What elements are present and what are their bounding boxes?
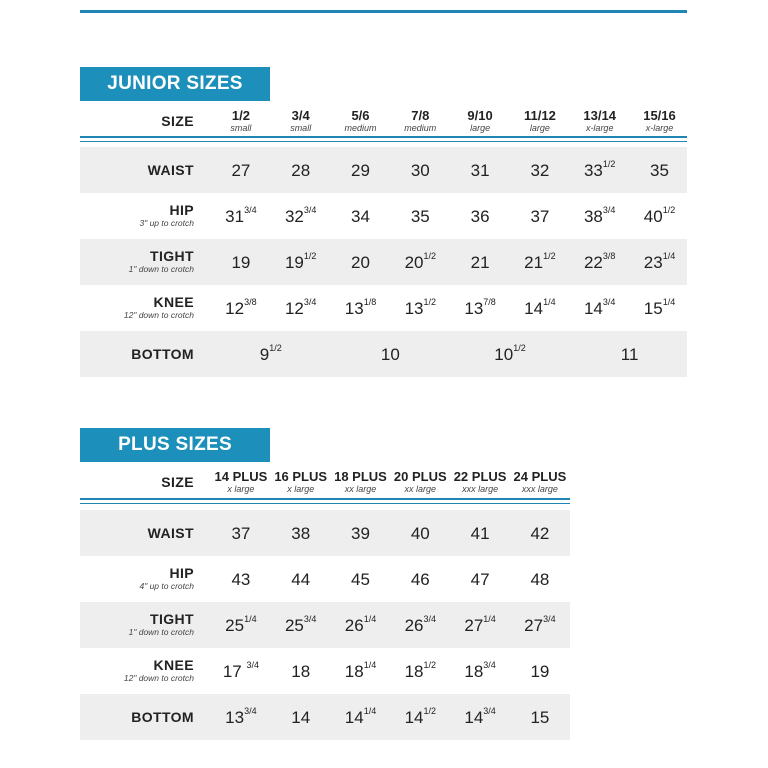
junior-cell-knee-6: $14^{1/4}$ (524, 297, 556, 318)
plus-row-label-knee: KNEE 12" down to crotch (123, 657, 194, 683)
plus-size-col-1: 14 PLUS x large (214, 469, 268, 494)
plus-cell-tight-4: $26^{3/4}$ (404, 614, 436, 635)
plus-header-rule (80, 498, 570, 500)
junior-cell-tight-3: 20 (351, 253, 370, 272)
plus-size-label: SIZE (161, 474, 194, 490)
plus-size-col-6: 24 PLUS xxx large (513, 469, 567, 494)
junior-cell-knee-8: $15^{1/4}$ (643, 297, 676, 318)
junior-cell-bottom-4: 11 (620, 345, 639, 364)
junior-cell-tight-8: $23^{1/4}$ (643, 251, 676, 272)
junior-cell-tight-5: 21 (470, 253, 490, 272)
plus-cell-knee-2: 18 (291, 662, 311, 681)
plus-cell-bottom-2: 14 (291, 708, 311, 727)
plus-cell-hip-5: 47 (470, 570, 490, 589)
junior-cell-bottom-2: 10 (380, 345, 400, 364)
junior-size-label: SIZE (161, 113, 194, 129)
junior-cell-hip-8: $40^{1/2}$ (643, 205, 676, 226)
plus-cell-hip-3: 45 (351, 570, 370, 589)
junior-row-label-tight: TIGHT 1" down to crotch (128, 248, 194, 274)
plus-cell-tight-3: $26^{1/4}$ (344, 614, 377, 635)
junior-cell-waist-6: 32 (530, 161, 550, 180)
plus-cell-bottom-4: $14^{1/2}$ (404, 706, 436, 727)
junior-cell-bottom-3: $10^{1/2}$ (494, 343, 526, 364)
plus-row-label-hip: HIP 4" up to crotch (139, 565, 194, 591)
plus-cell-bottom-3: $14^{1/4}$ (344, 706, 377, 727)
plus-cell-tight-2: $25^{3/4}$ (284, 614, 317, 635)
junior-cell-waist-5: 31 (470, 161, 490, 180)
junior-size-col-1: 1/2 small (230, 108, 252, 133)
plus-size-chart (80, 428, 570, 743)
plus-cell-hip-1: 43 (231, 570, 251, 589)
junior-cell-hip-4: 35 (410, 207, 430, 226)
plus-row-label-waist: WAIST (147, 524, 194, 541)
junior-size-chart (80, 67, 687, 377)
junior-row-label-bottom: BOTTOM (131, 345, 194, 362)
junior-cell-waist-2: 28 (291, 161, 311, 180)
plus-row-label-bottom: BOTTOM (131, 708, 194, 725)
plus-header-rule-secondary (80, 503, 570, 504)
junior-cell-waist-4: 30 (410, 161, 430, 180)
junior-cell-knee-2: $12^{3/4}$ (284, 297, 317, 318)
plus-cell-knee-5: $18^{3/4}$ (464, 660, 496, 681)
junior-cell-hip-1: $31^{3/4}$ (225, 205, 257, 226)
junior-cell-hip-2: $32^{3/4}$ (284, 205, 317, 226)
plus-cell-bottom-1: $13^{3/4}$ (225, 706, 257, 727)
plus-cell-hip-2: 44 (291, 570, 311, 589)
plus-size-col-2: 16 PLUS x large (274, 469, 328, 494)
plus-cell-hip-4: 46 (410, 570, 430, 589)
junior-size-col-7: 13/14 x-large (583, 108, 616, 133)
junior-cell-knee-1: $12^{3/8}$ (225, 297, 257, 318)
plus-cell-tight-6: $27^{3/4}$ (524, 614, 556, 635)
junior-cell-knee-4: $13^{1/2}$ (404, 297, 436, 318)
junior-size-col-8: 15/16 x-large (643, 108, 676, 133)
junior-cell-knee-3: $13^{1/8}$ (344, 297, 377, 318)
plus-title: PLUS SIZES (80, 428, 270, 462)
plus-cell-waist-6: 42 (530, 524, 550, 543)
junior-cell-waist-7: $33^{1/2}$ (583, 159, 616, 180)
junior-size-col-4: 7/8 medium (404, 108, 437, 133)
junior-cell-tight-7: $22^{3/8}$ (583, 251, 616, 272)
plus-size-col-5: 22 PLUS xxx large (453, 469, 507, 494)
plus-size-col-3: 18 PLUS xx large (334, 469, 387, 494)
junior-cell-hip-5: 36 (470, 207, 490, 226)
plus-size-col-4: 20 PLUS xx large (393, 469, 447, 494)
plus-cell-tight-1: $25^{1/4}$ (225, 614, 257, 635)
plus-cell-knee-6: 19 (530, 662, 550, 681)
junior-size-col-6: 11/12 large (523, 108, 556, 133)
junior-cell-hip-7: $38^{3/4}$ (583, 205, 616, 226)
plus-cell-bottom-5: $14^{3/4}$ (464, 706, 496, 727)
junior-cell-hip-6: 37 (530, 207, 550, 226)
junior-cell-knee-5: $13^{7/8}$ (464, 297, 496, 318)
junior-cell-waist-1: 27 (231, 161, 251, 180)
junior-row-label-knee: KNEE 12" down to crotch (123, 294, 194, 320)
junior-cell-tight-4: $20^{1/2}$ (404, 251, 436, 272)
junior-header-rule-secondary (80, 141, 687, 142)
plus-cell-waist-3: 39 (351, 524, 370, 543)
junior-size-col-2: 3/4 small (290, 108, 312, 133)
plus-cell-waist-2: 38 (291, 524, 311, 543)
plus-cell-waist-5: 41 (470, 524, 490, 543)
junior-cell-knee-7: $14^{3/4}$ (583, 297, 616, 318)
plus-cell-tight-5: $27^{1/4}$ (464, 614, 496, 635)
junior-row-label-waist: WAIST (147, 161, 194, 178)
junior-title: JUNIOR SIZES (80, 67, 270, 101)
plus-cell-waist-1: 37 (231, 524, 251, 543)
plus-cell-knee-3: $18^{1/4}$ (344, 660, 377, 681)
junior-cell-tight-1: 19 (231, 253, 251, 272)
junior-cell-tight-2: $19^{1/2}$ (284, 251, 317, 272)
junior-size-col-5: 9/10 large (467, 108, 493, 133)
junior-cell-hip-3: 34 (351, 207, 370, 226)
junior-header-rule (80, 136, 687, 138)
junior-cell-bottom-1: $9^{1/2}$ (259, 343, 282, 364)
plus-cell-waist-4: 40 (410, 524, 430, 543)
junior-row-label-hip: HIP 3" up to crotch (139, 202, 194, 228)
junior-cell-waist-8: 35 (650, 161, 669, 180)
plus-cell-bottom-6: 15 (530, 708, 550, 727)
plus-cell-knee-4: $18^{1/2}$ (404, 660, 436, 681)
junior-size-col-3: 5/6 medium (344, 108, 377, 133)
junior-cell-waist-3: 29 (351, 161, 370, 180)
plus-row-label-tight: TIGHT 1" down to crotch (128, 611, 194, 637)
top-divider (80, 10, 687, 13)
junior-cell-tight-6: $21^{1/2}$ (524, 251, 556, 272)
plus-cell-knee-1: 17 $^{3/4}$ (222, 660, 259, 681)
plus-cell-hip-6: 48 (530, 570, 550, 589)
